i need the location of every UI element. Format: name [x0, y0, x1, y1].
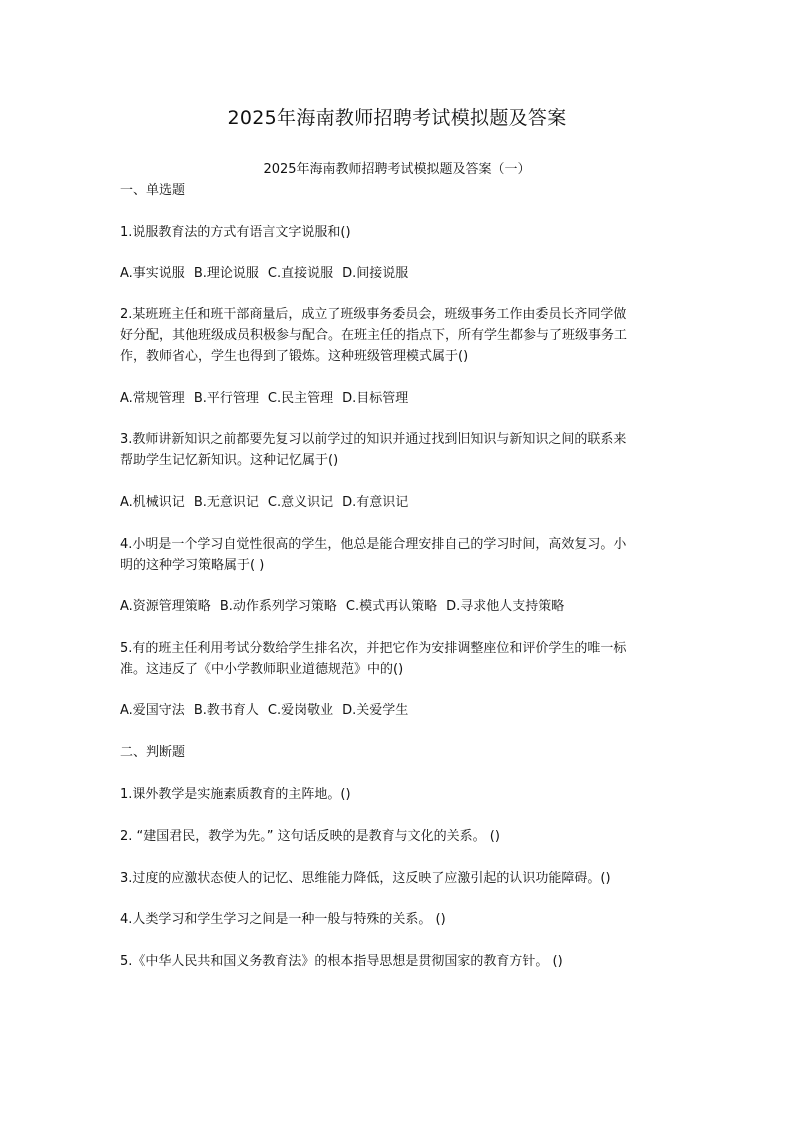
question-text: 1.说服教育法的方式有语言文字说服和(): [120, 225, 351, 240]
judgment-question: 1.课外教学是实施素质教育的主阵地。(): [120, 787, 351, 802]
question-text: 2.某班班主任和班干部商量后，成立了班级事务委员会，班级事务工作由委员长齐同学做: [120, 307, 627, 322]
question-options: [120, 596, 680, 617]
option-b: B.平行管理: [193, 391, 259, 406]
judgment-question: 3.过度的应激状态使人的记忆、思维能力降低，这反映了应激引起的认识功能障碍。(): [120, 871, 611, 886]
option-c: C.直接说服: [267, 266, 334, 281]
question-options: [120, 388, 680, 409]
question-text: 准。这违反了《中小学教师职业道德规范》中的(): [120, 662, 404, 677]
option-b: B.理论说服: [193, 266, 259, 281]
question-text: 好分配，其他班级成员积极参与配合。在班主任的指点下，所有学生都参与了班级事务工: [120, 328, 628, 343]
judgment-question: 4.人类学习和学生学习之间是一种一般与特殊的关系。 (): [120, 912, 446, 927]
option-c: C.爱岗敬业: [267, 703, 334, 718]
judgment-question: 2. “建国君民，教学为先。” 这句话反映的是教育与文化的关系。 (): [120, 829, 500, 844]
option-d: D.间接说服: [342, 266, 409, 281]
option-a: A.资源管理策略: [120, 599, 211, 614]
section-heading-true-false: 二、判断题: [120, 745, 186, 760]
question-text: 帮助学生记忆新知识。这种记忆属于(): [120, 453, 339, 468]
question-options: [120, 700, 680, 721]
option-d: D.有意识记: [342, 495, 409, 510]
document-subtitle: 2025年海南教师招聘考试模拟题及答案（一）: [263, 162, 531, 177]
option-c: C.民主管理: [267, 391, 334, 406]
option-c: C.模式再认策略: [345, 599, 438, 614]
question-text: 作，教师省心，学生也得到了锻炼。这种班级管理模式属于(): [120, 349, 469, 364]
option-b: B.动作系列学习策略: [219, 599, 337, 614]
option-a: A.爱国守法: [120, 703, 185, 718]
question-text: 3.教师讲新知识之前都要先复习以前学过的知识并通过找到旧知识与新知识之间的联系来: [120, 432, 627, 447]
option-d: D.寻求他人支持策略: [446, 599, 565, 614]
option-a: A.事实说服: [120, 266, 185, 281]
section-heading-single-choice: 一、单选题: [120, 183, 186, 198]
question-text: 4.小明是一个学习自觉性很高的学生，他总是能合理安排自己的学习时间，高效复习。小: [120, 537, 627, 552]
option-a: A.常规管理: [120, 391, 185, 406]
option-c: C.意义识记: [267, 495, 334, 510]
option-d: D.关爱学生: [342, 703, 409, 718]
question-text: 5.有的班主任利用考试分数给学生排名次，并把它作为安排调整座位和评价学生的唯一标: [120, 641, 627, 656]
judgment-question: 5.《中华人民共和国义务教育法》的根本指导思想是贯彻国家的教育方针。 (): [120, 954, 563, 969]
option-b: B.教书育人: [193, 703, 259, 718]
question-options: [120, 492, 680, 513]
option-b: B.无意识记: [193, 495, 259, 510]
document-title: 2025年海南教师招聘考试模拟题及答案: [227, 107, 567, 129]
question-text: 明的这种学习策略属于( ): [120, 558, 265, 573]
question-options: [120, 263, 680, 284]
option-d: D.目标管理: [342, 391, 409, 406]
option-a: A.机械识记: [120, 495, 185, 510]
